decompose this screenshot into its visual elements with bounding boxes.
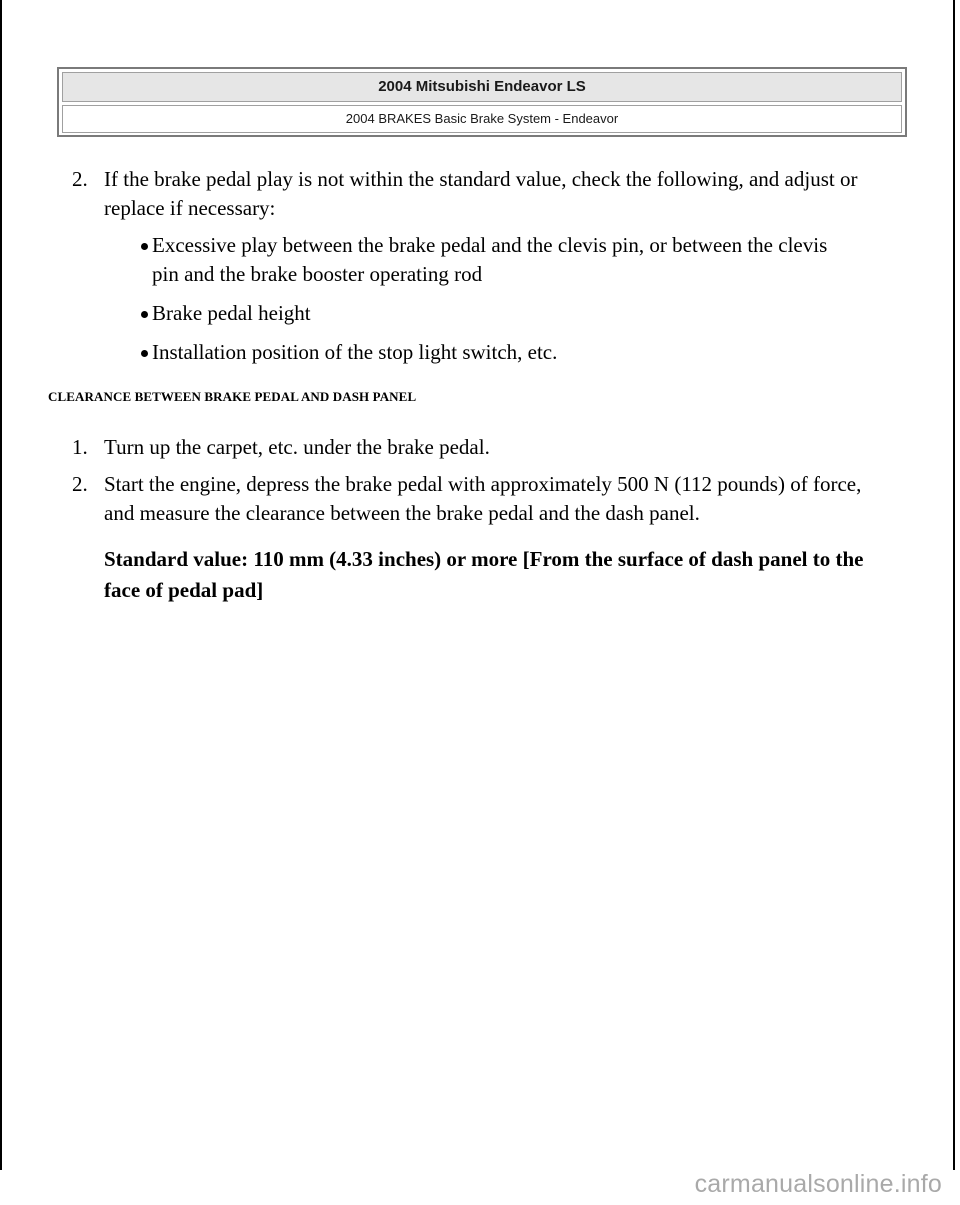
step-text: If the brake pedal play is not within the standard value, check the following, and adjust or replace if necessary: <box>104 167 858 220</box>
numbered-step <box>0 165 955 367</box>
standard-value-note: Standard value: 110 mm (4.33 inches) or more [From the surface of dash panel to the face of pedal pad] <box>104 547 864 602</box>
bullet-list <box>104 231 895 367</box>
bullet-text: Excessive play between the brake pedal and the clevis pin, or between the clevis pin and the brake booster operating rod <box>152 233 828 286</box>
section-subtitle: 2004 BRAKES Basic Brake System - Endeavor <box>62 105 902 133</box>
section-heading: CLEARANCE BETWEEN BRAKE PEDAL AND DASH PANEL <box>48 389 417 404</box>
bullet-dot-icon <box>141 243 148 250</box>
step-number: 1. <box>72 435 88 459</box>
bullet-dot-icon <box>141 350 148 357</box>
document-body <box>0 165 955 614</box>
step-text: Start the engine, depress the brake pedal with approximately 500 N (112 pounds) of force, and measure the clearance between the brake pedal and the dash panel. <box>104 472 862 525</box>
document-header <box>57 67 907 137</box>
bullet-text: Installation position of the stop light switch, etc. <box>152 340 558 364</box>
bullet-item <box>0 231 895 289</box>
step-number: 2. <box>72 472 88 496</box>
numbered-step <box>0 470 955 606</box>
site-watermark: carmanualsonline.info <box>694 1170 942 1198</box>
bullet-dot-icon <box>141 311 148 318</box>
step-text: Turn up the carpet, etc. under the brake pedal. <box>104 435 490 459</box>
vehicle-title: 2004 Mitsubishi Endeavor LS <box>62 72 902 102</box>
step-number: 2. <box>72 167 88 191</box>
bullet-item <box>0 338 895 367</box>
bullet-text: Brake pedal height <box>152 301 311 325</box>
numbered-step <box>0 433 955 462</box>
bullet-item <box>0 299 895 328</box>
